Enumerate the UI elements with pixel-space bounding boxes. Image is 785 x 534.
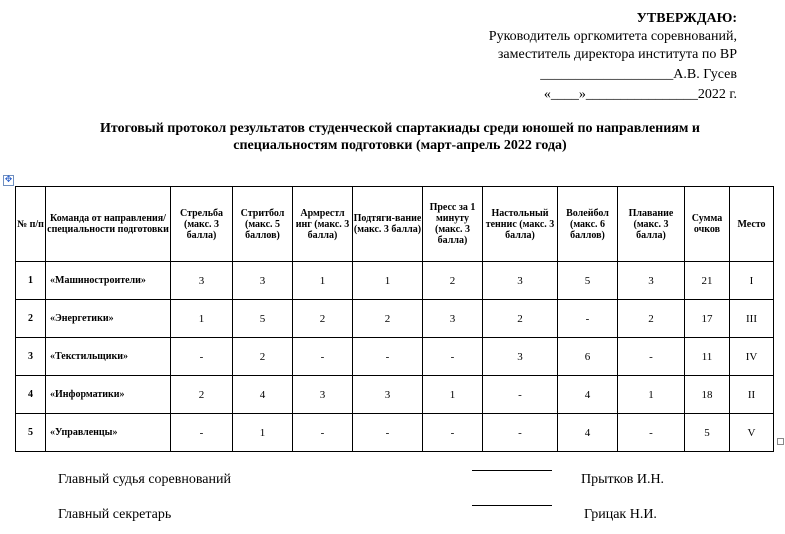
table-cell: - [483,414,558,452]
table-cell: III [730,300,774,338]
table-cell: 3 [483,262,558,300]
judge-name: Прытков И.Н. [581,472,665,487]
team-name-cell: «Машиностроители» [46,262,171,300]
table-cell: 3 [293,376,353,414]
table-cell: - [423,338,483,376]
table-cell: V [730,414,774,452]
table-cell: 17 [685,300,730,338]
table-cell: 1 [233,414,293,452]
table-cell: 5 [685,414,730,452]
column-header: Сумма очков [685,187,730,262]
table-cell: 3 [353,376,423,414]
column-header: Волейбол (макс. 6 баллов) [558,187,618,262]
judge-role: Главный судья соревнований [58,472,231,487]
table-row [16,338,774,376]
table-cell: 3 [233,262,293,300]
table-cell: 2 [618,300,685,338]
table-cell: 2 [423,262,483,300]
results-table [15,186,774,452]
column-header: Плавание (макс. 3 балла) [618,187,685,262]
approval-line-1: Руководитель оргкомитета соревнований, [488,29,737,44]
approval-block [489,10,737,104]
table-row [16,300,774,338]
column-header: Стритбол (макс. 5 баллов) [233,187,293,262]
table-cell: - [293,414,353,452]
table-row [16,262,774,300]
column-header: Настольный теннис (макс. 3 балла) [483,187,558,262]
table-cell: 1 [293,262,353,300]
table-cell: 2 [171,376,233,414]
table-header-row [16,187,774,262]
team-name-cell: «Энергетики» [46,300,171,338]
table-cell: 1 [423,376,483,414]
approval-signature-line: ___________________А.В. Гусев [540,67,737,82]
table-cell: - [618,338,685,376]
team-name-cell: «Управленцы» [46,414,171,452]
table-cell: IV [730,338,774,376]
approval-line-2: заместитель директора института по ВР [497,47,737,62]
table-row [16,376,774,414]
row-number-cell: 1 [16,262,46,300]
document-title [40,120,760,154]
table-cell: - [171,338,233,376]
title-line-1: Итоговый протокол результатов студенческой спартакиады среди юношей по направлениям и [99,121,700,136]
table-cell: - [483,376,558,414]
table-cell: 3 [423,300,483,338]
table-cell: 2 [233,338,293,376]
table-row [16,414,774,452]
table-cell: 1 [171,300,233,338]
secretary-name: Грицак Н.И. [584,507,657,522]
table-cell: 3 [171,262,233,300]
column-header: Место [730,187,774,262]
column-header: Команда от направления/ специальности подготовки [46,187,171,262]
table-cell: 2 [293,300,353,338]
secretary-signature-line [472,505,552,506]
table-cell: - [558,300,618,338]
column-header: Пресс за 1 минуту (макс. 3 балла) [423,187,483,262]
row-number-cell: 2 [16,300,46,338]
table-cell: 6 [558,338,618,376]
table-cell: 2 [353,300,423,338]
table-move-handle-icon[interactable]: ✥ [4,175,13,185]
column-header: Стрельба (макс. 3 балла) [171,187,233,262]
table-cell: 4 [558,376,618,414]
approval-heading: УТВЕРЖДАЮ: [636,11,737,26]
row-number-cell: 5 [16,414,46,452]
table-cell: 5 [558,262,618,300]
secretary-role: Главный секретарь [58,507,172,522]
row-number-cell: 4 [16,376,46,414]
table-cell: 21 [685,262,730,300]
table-cell: - [353,414,423,452]
table-cell: 18 [685,376,730,414]
table-cell: - [293,338,353,376]
table-cell: - [353,338,423,376]
table-cell: 5 [233,300,293,338]
table-cell: II [730,376,774,414]
approval-date-line: «____»________________2022 г. [543,87,737,102]
table-cell: I [730,262,774,300]
table-cell: 1 [618,376,685,414]
table-cell: 3 [483,338,558,376]
table-cell: - [618,414,685,452]
table-cell: 2 [483,300,558,338]
column-header: № п/п [16,187,46,262]
table-cell: 3 [618,262,685,300]
table-cell: 4 [558,414,618,452]
column-header: Подтяги-вание (макс. 3 балла) [353,187,423,262]
title-line-2: специальностям подготовки (март-апрель 2022 года) [233,138,567,153]
column-header: Армрестл инг (макс. 3 балла) [293,187,353,262]
judge-signature-line [472,470,552,471]
team-name-cell: «Текстильщики» [46,338,171,376]
table-cell: 1 [353,262,423,300]
team-name-cell: «Информатики» [46,376,171,414]
row-number-cell: 3 [16,338,46,376]
table-cell: 11 [685,338,730,376]
table-cell: - [171,414,233,452]
table-cell: 4 [233,376,293,414]
table-resize-handle[interactable] [777,438,784,445]
table-cell: - [423,414,483,452]
